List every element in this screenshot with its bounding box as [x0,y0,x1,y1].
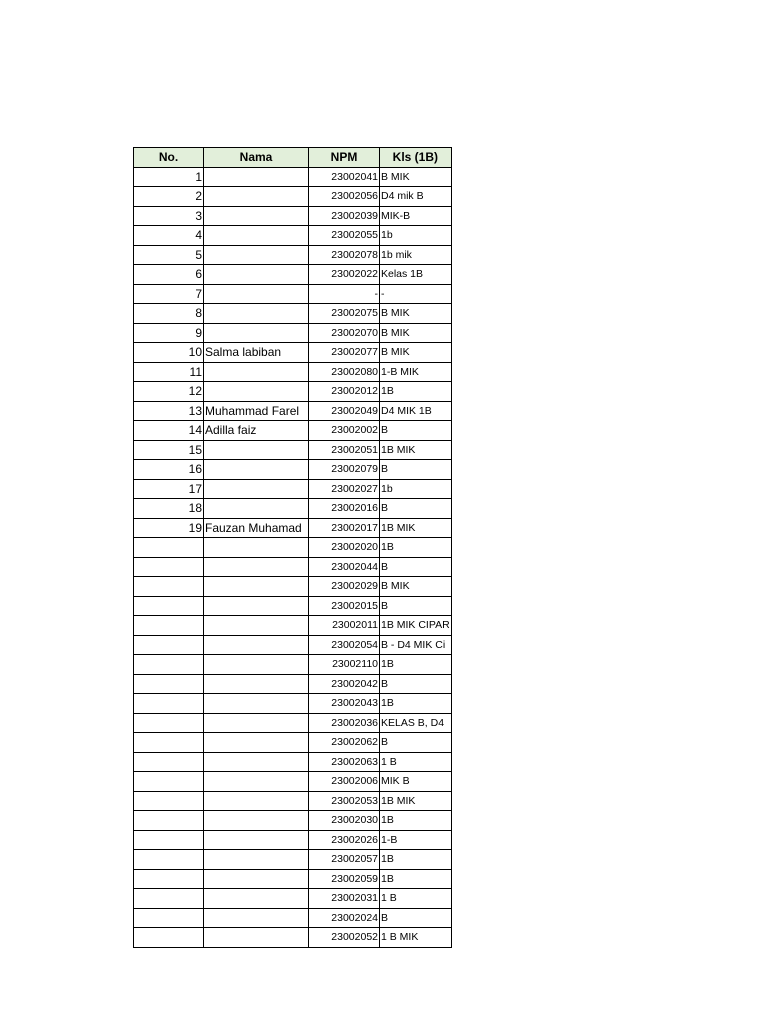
table-row [134,265,452,285]
cell-no[interactable]: 16 [134,460,204,480]
cell-nama[interactable] [204,869,309,889]
cell-kls[interactable]: 1B [380,869,452,889]
cell-nama[interactable]: Adilla faiz [204,421,309,441]
table-row [134,772,452,792]
cell-npm[interactable]: 23002012 [309,382,380,402]
cell-npm[interactable]: 23002016 [309,499,380,519]
cell-npm[interactable]: 23002031 [309,889,380,909]
cell-nama[interactable] [204,440,309,460]
cell-npm[interactable]: 23002017 [309,518,380,538]
cell-npm[interactable]: 23002059 [309,869,380,889]
table-row [134,440,452,460]
cell-npm[interactable]: 23002051 [309,440,380,460]
cell-no[interactable]: 13 [134,401,204,421]
table-row [134,167,452,187]
cell-nama[interactable] [204,460,309,480]
cell-nama[interactable]: Fauzan Muhamad [204,518,309,538]
table-row [134,284,452,304]
cell-npm[interactable]: 23002015 [309,596,380,616]
cell-npm[interactable]: 23002075 [309,304,380,324]
cell-nama[interactable] [204,226,309,246]
cell-npm[interactable]: 23002027 [309,479,380,499]
cell-no[interactable] [134,869,204,889]
cell-no[interactable]: 6 [134,265,204,285]
table-row [134,421,452,441]
cell-no[interactable] [134,577,204,597]
cell-nama[interactable] [204,616,309,636]
cell-kls[interactable]: 1B [380,850,452,870]
cell-npm[interactable]: 23002053 [309,791,380,811]
cell-npm[interactable]: 23002056 [309,187,380,207]
table-body [134,167,452,947]
header-no: No. [134,148,204,168]
cell-kls[interactable]: B [380,557,452,577]
table-row [134,889,452,909]
cell-kls[interactable]: MIK-B [380,206,452,226]
table-row [134,674,452,694]
cell-npm[interactable]: 23002002 [309,421,380,441]
cell-kls[interactable]: D4 MIK 1B [380,401,452,421]
cell-no[interactable] [134,655,204,675]
cell-no[interactable]: 17 [134,479,204,499]
cell-kls[interactable]: 1B MIK [380,440,452,460]
cell-no[interactable]: 9 [134,323,204,343]
cell-nama[interactable] [204,479,309,499]
cell-kls[interactable]: 1 B [380,752,452,772]
cell-nama[interactable] [204,538,309,558]
cell-no[interactable]: 2 [134,187,204,207]
cell-npm[interactable]: 23002006 [309,772,380,792]
cell-nama[interactable] [204,382,309,402]
cell-kls[interactable]: B [380,421,452,441]
cell-npm[interactable]: 23002030 [309,811,380,831]
cell-kls[interactable]: 1B MIK [380,791,452,811]
table-row [134,577,452,597]
cell-no[interactable]: 10 [134,343,204,363]
cell-nama[interactable] [204,304,309,324]
cell-npm[interactable]: 23002020 [309,538,380,558]
cell-kls[interactable]: 1b mik [380,245,452,265]
cell-kls[interactable]: 1-B [380,830,452,850]
cell-nama[interactable] [204,713,309,733]
cell-no[interactable] [134,830,204,850]
cell-no[interactable] [134,889,204,909]
table-row [134,928,452,948]
table-row [134,811,452,831]
cell-no[interactable]: 12 [134,382,204,402]
table-row [134,538,452,558]
cell-no[interactable]: 5 [134,245,204,265]
table-row [134,245,452,265]
cell-no[interactable] [134,538,204,558]
cell-kls[interactable]: 1B [380,694,452,714]
cell-npm[interactable]: 23002080 [309,362,380,382]
cell-nama[interactable] [204,889,309,909]
table-row [134,791,452,811]
cell-nama[interactable] [204,752,309,772]
table-row [134,694,452,714]
cell-kls[interactable]: MIK B [380,772,452,792]
cell-nama[interactable] [204,635,309,655]
cell-no[interactable]: 18 [134,499,204,519]
table-row [134,713,452,733]
cell-no[interactable] [134,850,204,870]
table-row [134,362,452,382]
table-row [134,460,452,480]
cell-no[interactable]: 19 [134,518,204,538]
table-row [134,850,452,870]
cell-kls[interactable]: 1 B [380,889,452,909]
table-header-row [134,148,452,168]
cell-no[interactable]: 4 [134,226,204,246]
table-row [134,343,452,363]
cell-kls[interactable]: 1B MIK CIPAR [380,616,452,636]
cell-no[interactable]: 15 [134,440,204,460]
cell-nama[interactable] [204,830,309,850]
cell-no[interactable] [134,791,204,811]
cell-no[interactable] [134,811,204,831]
cell-npm[interactable]: 23002054 [309,635,380,655]
table-row [134,655,452,675]
table-row [134,557,452,577]
cell-kls[interactable]: 1B [380,811,452,831]
cell-no[interactable] [134,752,204,772]
cell-npm[interactable]: 23002062 [309,733,380,753]
cell-no[interactable]: 3 [134,206,204,226]
cell-nama[interactable] [204,791,309,811]
cell-no[interactable] [134,674,204,694]
cell-no[interactable] [134,616,204,636]
cell-npm[interactable]: 23002043 [309,694,380,714]
cell-no[interactable] [134,635,204,655]
cell-kls[interactable]: B [380,908,452,928]
cell-kls[interactable]: B MIK [380,577,452,597]
cell-kls[interactable]: 1-B MIK [380,362,452,382]
cell-nama[interactable] [204,694,309,714]
cell-kls[interactable]: B [380,499,452,519]
cell-nama[interactable] [204,557,309,577]
cell-no[interactable] [134,596,204,616]
cell-npm[interactable]: 23002011 [309,616,380,636]
cell-kls[interactable]: B MIK [380,304,452,324]
table-row [134,752,452,772]
cell-kls[interactable]: B MIK [380,167,452,187]
cell-kls[interactable]: B MIK [380,343,452,363]
cell-kls[interactable]: B [380,674,452,694]
cell-npm[interactable]: 23002029 [309,577,380,597]
cell-kls[interactable]: D4 mik B [380,187,452,207]
cell-nama[interactable] [204,206,309,226]
cell-kls[interactable]: B MIK [380,323,452,343]
cell-no[interactable]: 7 [134,284,204,304]
cell-nama[interactable] [204,908,309,928]
cell-no[interactable]: 8 [134,304,204,324]
cell-nama[interactable] [204,265,309,285]
cell-kls[interactable]: B [380,733,452,753]
cell-no[interactable]: 14 [134,421,204,441]
cell-kls[interactable]: 1B [380,382,452,402]
cell-npm[interactable]: 23002057 [309,850,380,870]
cell-kls[interactable]: B [380,460,452,480]
cell-npm[interactable]: 23002079 [309,460,380,480]
cell-nama[interactable] [204,850,309,870]
cell-npm[interactable]: 23002063 [309,752,380,772]
table-row [134,323,452,343]
cell-npm[interactable]: 23002078 [309,245,380,265]
table-row [134,187,452,207]
cell-npm[interactable]: 23002110 [309,655,380,675]
cell-no[interactable] [134,557,204,577]
cell-nama[interactable] [204,245,309,265]
table-row [134,226,452,246]
cell-npm[interactable]: 23002077 [309,343,380,363]
cell-nama[interactable] [204,596,309,616]
cell-npm[interactable]: 23002024 [309,908,380,928]
cell-nama[interactable] [204,655,309,675]
cell-npm[interactable]: 23002026 [309,830,380,850]
table-row [134,733,452,753]
table-row [134,206,452,226]
cell-npm[interactable]: 23002036 [309,713,380,733]
cell-no[interactable] [134,713,204,733]
cell-npm[interactable]: 23002022 [309,265,380,285]
cell-kls[interactable]: Kelas 1B [380,265,452,285]
cell-no[interactable]: 1 [134,167,204,187]
cell-no[interactable] [134,928,204,948]
table-row [134,304,452,324]
cell-nama[interactable] [204,362,309,382]
cell-no[interactable]: 11 [134,362,204,382]
cell-nama[interactable] [204,928,309,948]
cell-nama[interactable] [204,674,309,694]
table-row [134,869,452,889]
cell-nama[interactable]: Salma labiban [204,343,309,363]
table-row [134,616,452,636]
cell-npm[interactable]: 23002052 [309,928,380,948]
cell-nama[interactable]: Muhammad Farel [204,401,309,421]
cell-kls[interactable]: B - D4 MIK Ci [380,635,452,655]
cell-kls[interactable]: KELAS B, D4 [380,713,452,733]
cell-nama[interactable] [204,733,309,753]
cell-npm[interactable]: 23002039 [309,206,380,226]
cell-npm[interactable]: - [309,284,380,304]
table-row [134,499,452,519]
header-kls: Kls (1B) [380,148,452,168]
cell-nama[interactable] [204,577,309,597]
cell-no[interactable] [134,908,204,928]
table-row [134,596,452,616]
attendance-table [133,147,452,948]
cell-npm[interactable]: 23002070 [309,323,380,343]
table-row [134,382,452,402]
cell-kls[interactable]: 1B [380,655,452,675]
cell-npm[interactable]: 23002049 [309,401,380,421]
cell-nama[interactable] [204,323,309,343]
cell-npm[interactable]: 23002042 [309,674,380,694]
header-npm: NPM [309,148,380,168]
cell-kls[interactable]: 1 B MIK [380,928,452,948]
cell-kls[interactable]: 1B [380,538,452,558]
cell-nama[interactable] [204,187,309,207]
cell-kls[interactable]: 1B MIK [380,518,452,538]
table-row [134,635,452,655]
cell-nama[interactable] [204,811,309,831]
cell-npm[interactable]: 23002041 [309,167,380,187]
table-row [134,401,452,421]
cell-kls[interactable]: 1b [380,479,452,499]
cell-npm[interactable]: 23002044 [309,557,380,577]
cell-kls[interactable]: B [380,596,452,616]
table-row [134,830,452,850]
table-row [134,908,452,928]
cell-nama[interactable] [204,167,309,187]
table-row [134,479,452,499]
cell-nama[interactable] [204,284,309,304]
header-nama: Nama [204,148,309,168]
cell-kls[interactable]: - [380,284,452,304]
cell-no[interactable] [134,733,204,753]
cell-nama[interactable] [204,499,309,519]
table-row [134,518,452,538]
cell-kls[interactable]: 1b [380,226,452,246]
cell-nama[interactable] [204,772,309,792]
cell-npm[interactable]: 23002055 [309,226,380,246]
cell-no[interactable] [134,772,204,792]
cell-no[interactable] [134,694,204,714]
